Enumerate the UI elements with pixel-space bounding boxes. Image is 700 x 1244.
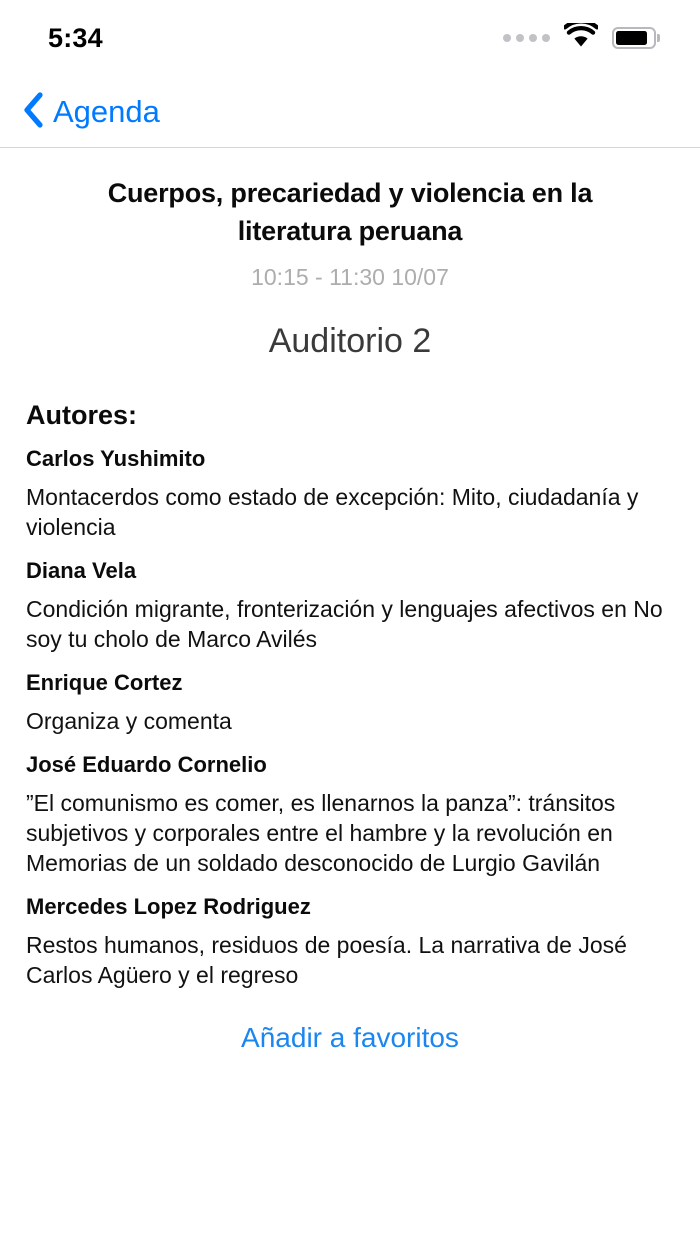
author-entry: [26, 750, 674, 878]
back-button-label: Agenda: [53, 94, 160, 129]
author-entry: [26, 444, 674, 542]
event-time: 10:15 - 11:30 10/07: [251, 264, 449, 290]
author-paper-title: Restos humanos, residuos de poesía. La narrativa de José Carlos Agüero y el regreso: [26, 932, 627, 988]
authors-section: [26, 398, 674, 990]
wifi-icon: [564, 23, 598, 53]
author-name: Carlos Yushimito: [26, 446, 206, 471]
actions-area: [0, 1018, 700, 1058]
author-paper-title: ”El comunismo es comer, es llenarnos la panza”: tránsitos subjetivos y corporales entre el hambre y la revolución en Memorias de un soldado desconocido de Lurgio Gavilán: [26, 790, 616, 876]
author-paper-title: Montacerdos como estado de excepción: Mito, ciudadanía y violencia: [26, 484, 639, 540]
authors-heading: Autores:: [26, 400, 138, 430]
author-entry: [26, 668, 674, 736]
author-name: Enrique Cortez: [26, 670, 183, 695]
page-title: Cuerpos, precariedad y violencia en la literatura peruana: [107, 178, 593, 246]
status-bar-indicators: [503, 23, 661, 53]
event-venue: Auditorio 2: [268, 322, 432, 360]
author-paper-title: Condición migrante, fronterización y lenguajes afectivos en No soy tu cholo de Marco Avilés: [26, 596, 663, 652]
author-paper-title: Organiza y comenta: [26, 708, 232, 734]
battery-icon: [612, 27, 661, 49]
signal-dots-icon: [503, 34, 550, 42]
event-detail-content: [0, 174, 700, 1058]
author-name: Diana Vela: [26, 558, 137, 583]
status-bar: [0, 0, 700, 76]
back-button[interactable]: [14, 92, 168, 131]
author-name: José Eduardo Cornelio: [26, 752, 267, 777]
chevron-left-icon: [22, 92, 44, 131]
add-to-favorites-button[interactable]: Añadir a favoritos: [241, 1018, 459, 1058]
author-entry: [26, 556, 674, 654]
status-bar-time: 5:34: [48, 22, 103, 53]
navigation-bar: [0, 76, 700, 148]
author-name: Mercedes Lopez Rodriguez: [26, 894, 311, 919]
author-entry: [26, 892, 674, 990]
